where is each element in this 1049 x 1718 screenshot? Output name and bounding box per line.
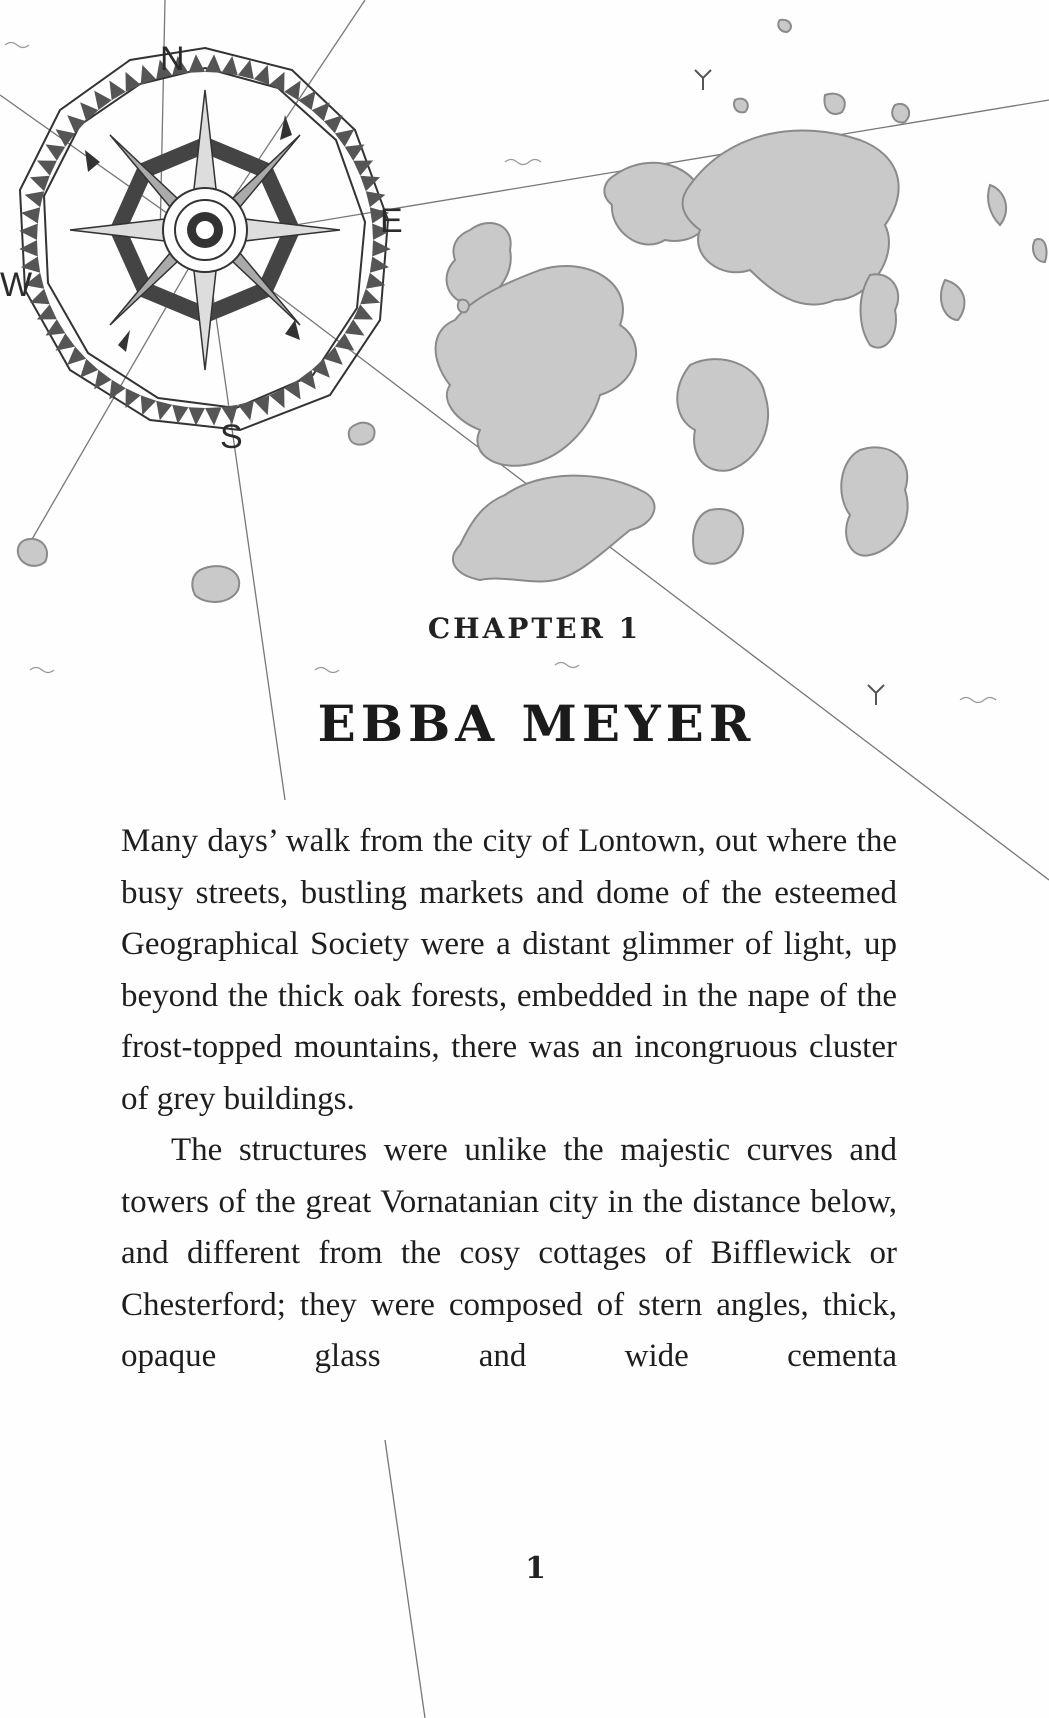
compass-tooth (269, 72, 284, 92)
page-number: 1 (525, 1551, 546, 1586)
compass-tooth (222, 56, 238, 75)
compass-tooth (21, 207, 40, 223)
compass-tooth (345, 144, 365, 160)
compass-tooth (67, 347, 86, 365)
compass-east-label: E (380, 202, 403, 240)
compass-tooth (37, 304, 57, 319)
compass-tooth (298, 91, 316, 111)
compass-tooth (46, 319, 66, 335)
compass-tooth (109, 81, 125, 101)
compass-tooth (298, 370, 316, 390)
compass-west-label: W (0, 266, 33, 304)
compass-tooth (156, 401, 172, 421)
compass-tooth (94, 91, 112, 111)
compass-tooth (25, 191, 45, 207)
compass-tooth (172, 405, 188, 424)
compass-tooth (360, 289, 380, 305)
compass-tooth (56, 333, 76, 351)
compass-tooth (56, 129, 76, 147)
compass-tooth (141, 65, 157, 85)
paragraph: Many days’ walk from the city of Lontown, out where the busy streets, bustling markets and dome of the esteemed Geographical Society were a distant glimmer of light, up beyond the thick oak forests, embedded in the nape of the frost-topped mountains, there was an incongruous cluster of grey buildings. (121, 823, 897, 1117)
compass-tooth (312, 359, 330, 378)
compass-tooth (312, 102, 330, 121)
compass-tooth (80, 359, 98, 378)
compass-tooth (109, 380, 125, 400)
paragraph: The structures were unlike the majestic curves and towers of the great Vornatanian city in the distance below, and different from the cosy cottages of Bifflewick or Chesterford; they were composed of stern angles, thick, opaque glass and wide cementa (121, 1132, 897, 1374)
compass-tooth (324, 347, 343, 365)
compass-tooth (37, 161, 57, 176)
compass-tooth (94, 370, 112, 390)
compass-tooth (30, 289, 50, 305)
compass-tooth (141, 395, 157, 415)
compass-tooth (189, 54, 206, 73)
compass-north-label: N (160, 40, 185, 78)
chapter-title: EBBA MEYER (317, 694, 756, 753)
compass-tooth (284, 380, 300, 400)
compass-rose (0, 40, 403, 456)
chapter-body (121, 816, 897, 1383)
compass-south-label: S (220, 418, 243, 456)
compass-tooth (370, 257, 389, 273)
compass-tooth (205, 54, 222, 73)
compass-tooth (67, 115, 86, 133)
compass-tooth (254, 395, 269, 415)
compass-tooth (284, 81, 300, 101)
compass-tooth (126, 388, 141, 408)
chapter-number: CHAPTER 1 (427, 612, 642, 645)
compass-tooth (238, 60, 254, 80)
compass-tooth (80, 102, 98, 121)
compass-tooth (189, 407, 206, 426)
compass-tooth (372, 240, 391, 257)
islands (18, 20, 1047, 602)
